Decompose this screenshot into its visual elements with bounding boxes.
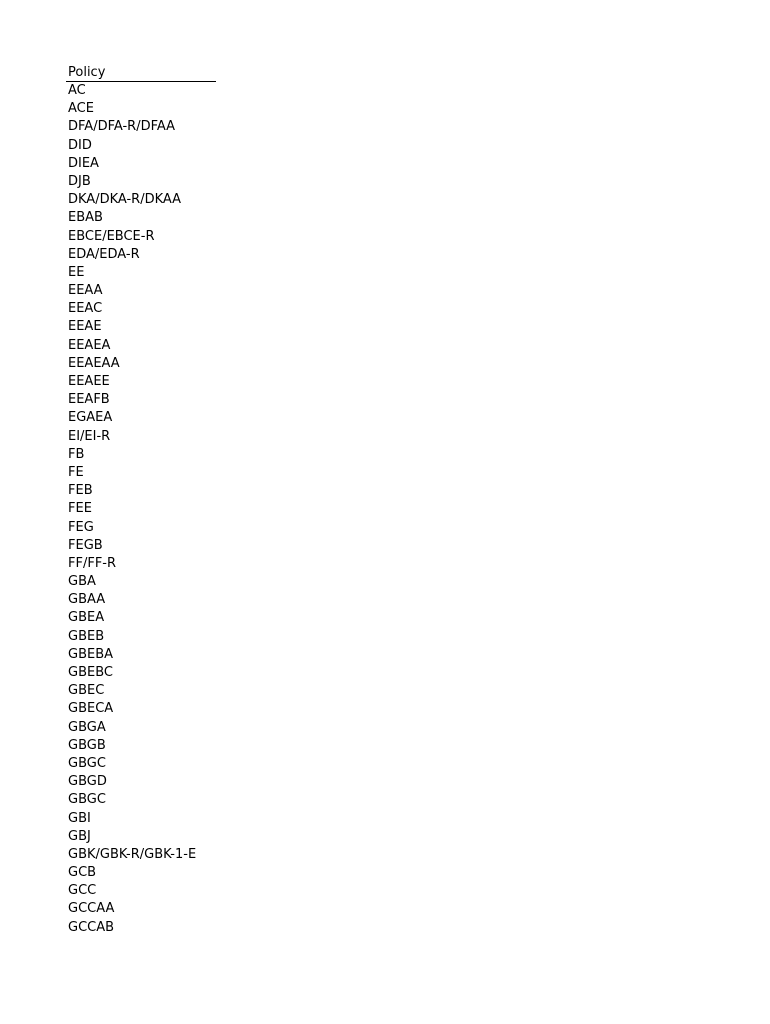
policy-row: GBEBA <box>68 646 114 662</box>
policy-row: FEGB <box>68 537 103 553</box>
policy-row: FB <box>68 446 85 462</box>
policy-row: EI/EI-R <box>68 428 111 444</box>
policy-row: EEAC <box>68 301 103 317</box>
policy-row: ACE <box>68 101 94 117</box>
policy-row: GBEB <box>68 628 105 644</box>
policy-row: EGAEA <box>68 410 113 426</box>
policy-row: DFA/DFA-R/DFAA <box>68 119 176 135</box>
policy-table <box>66 64 216 937</box>
policy-row: EBCE/EBCE-R <box>68 228 155 244</box>
policy-row: EE <box>68 264 85 280</box>
policy-row: GBGD <box>68 774 107 790</box>
policy-row: GBGA <box>68 719 106 735</box>
policy-row: GBEA <box>68 610 105 626</box>
policy-row: EEAFB <box>68 392 110 408</box>
policy-row: DJB <box>68 173 91 189</box>
policy-row: DID <box>68 137 92 153</box>
policy-row: GBGC <box>68 755 106 771</box>
policy-column-header: Policy <box>66 64 216 82</box>
policy-row: GCC <box>68 883 97 899</box>
policy-row: GBEBC <box>68 665 113 680</box>
policy-row: EEAEE <box>68 374 110 389</box>
policy-list <box>66 82 216 937</box>
policy-row: EEAEA <box>68 337 111 353</box>
policy-row: GBJ <box>68 828 91 844</box>
policy-row: GBAA <box>68 592 106 608</box>
policy-row: EDA/EDA-R <box>68 246 140 262</box>
policy-row: AC <box>68 83 86 98</box>
policy-row: EEAEAA <box>68 355 120 371</box>
policy-row: GBA <box>68 574 96 590</box>
policy-row: FEG <box>68 519 94 535</box>
policy-row: GBI <box>68 810 91 826</box>
policy-row: FEB <box>68 483 93 499</box>
policy-row: GCB <box>68 865 97 881</box>
policy-row: GBK/GBK-R/GBK-1-E <box>68 846 197 862</box>
policy-row: GBGB <box>68 737 106 753</box>
policy-row: GBGC <box>68 792 106 808</box>
policy-row: EEAA <box>68 283 103 299</box>
policy-row: FEE <box>68 501 92 517</box>
policy-row: EBAB <box>68 210 103 226</box>
policy-row: GBECA <box>68 701 114 717</box>
policy-row: FF/FF-R <box>68 555 117 571</box>
policy-row: DIEA <box>68 155 99 171</box>
policy-row: EEAE <box>68 319 102 335</box>
policy-row: GCCAA <box>68 901 115 917</box>
policy-row: DKA/DKA-R/DKAA <box>68 192 182 208</box>
policy-row: GCCAB <box>68 919 115 935</box>
policy-row: GBEC <box>68 683 105 699</box>
policy-row: FE <box>68 464 84 480</box>
